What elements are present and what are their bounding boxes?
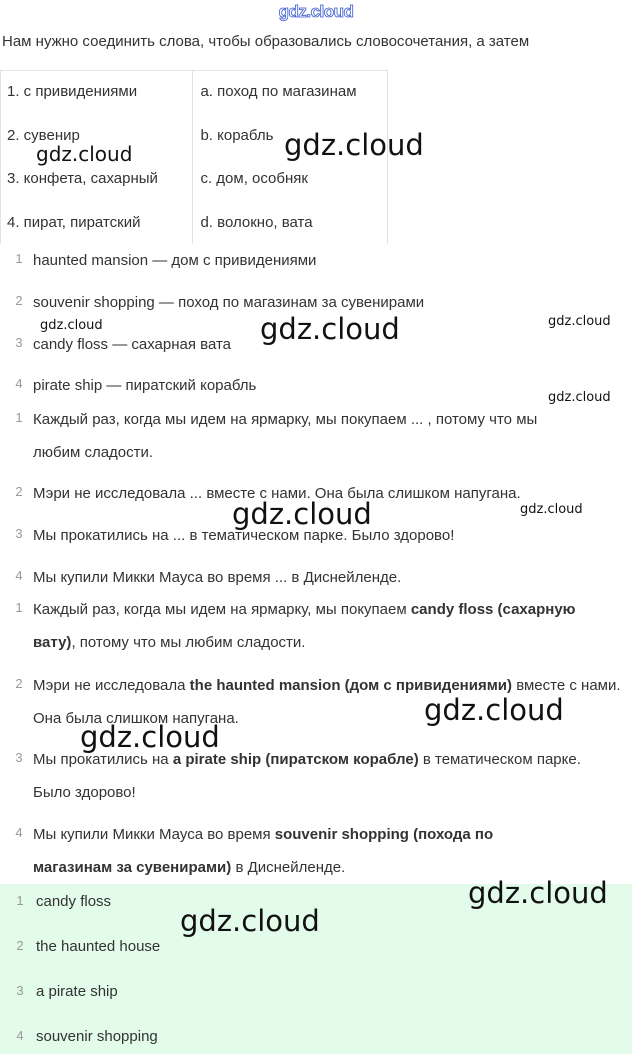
item-text: Мы купили Микки Мауса во время ... в Диснейленде. <box>33 569 402 586</box>
item-number: 1 <box>15 600 23 615</box>
item-text: любим сладости. <box>33 444 154 461</box>
intro-text: Нам нужно соединить слова, чтобы образовались словосочетания, а затем <box>2 33 530 50</box>
item-number: 3 <box>16 983 24 998</box>
item-text: the haunted house <box>36 938 161 955</box>
item-number: 1 <box>16 893 24 908</box>
watermark: gdz.cloud <box>548 390 611 405</box>
answer-text: Мы прокатились на a pirate ship (пиратском корабле) в тематическом парке. Было здорово! <box>33 751 581 801</box>
table-cell: d. волокно, вата <box>200 213 313 231</box>
item-text: pirate ship — пиратский корабль <box>33 377 257 394</box>
item-text: Каждый раз, когда мы идем на ярмарку, мы покупаем ... , потому что мы <box>33 411 538 428</box>
item-text: a pirate ship <box>36 983 118 1000</box>
table-cell: 3. конфета, сахарный <box>0 157 193 201</box>
watermark: gdz.cloud <box>36 142 133 166</box>
item-number: 4 <box>15 568 23 583</box>
item-text: souvenir shopping — поход по магазинам за сувенирами <box>33 294 425 311</box>
item-text: candy floss — сахарная вата <box>33 336 232 353</box>
table-row <box>0 70 388 114</box>
item-text: Мэри не исследовала ... вместе с нами. Она была слишком напугана. <box>33 485 521 502</box>
table-cell: a. поход по магазинам <box>200 83 357 101</box>
item-number: 2 <box>15 676 23 691</box>
answer-text: Мы купили Микки Мауса во время souvenir shopping (похода по магазинам за сувенирами) в Диснейленде. <box>33 826 494 876</box>
item-text: haunted mansion — дом с привидениями <box>33 252 317 269</box>
watermark: gdz.cloud <box>520 502 583 517</box>
table-cell: 4. пират, пиратский <box>0 201 193 245</box>
item-number: 3 <box>15 750 23 765</box>
table-cell: 2. сувенир <box>0 114 193 158</box>
watermark: gdz.cloud <box>180 904 320 938</box>
table-cell: b. корабль <box>200 126 274 144</box>
item-number: 3 <box>15 335 23 350</box>
item-number: 2 <box>15 484 23 499</box>
watermark: gdz.cloud <box>424 693 564 727</box>
item-number: 2 <box>15 293 23 308</box>
item-number: 2 <box>16 938 24 953</box>
table-cell: c. дом, особняк <box>200 170 308 188</box>
item-number: 3 <box>15 526 23 541</box>
answer-text: Мэри не исследовала the haunted mansion (дом с привидениями) вместе с нами. Она была слишком напугана. <box>33 677 621 727</box>
item-number: 1 <box>15 410 23 425</box>
watermark: gdz.cloud <box>468 876 608 910</box>
watermark: gdz.cloud <box>80 720 220 754</box>
item-text: Мы прокатились на ... в тематическом парке. Было здорово! <box>33 527 455 544</box>
watermark: gdz.cloud <box>284 128 424 162</box>
watermark: gdz.cloud <box>232 497 372 531</box>
item-text: candy floss <box>36 893 112 910</box>
answer-text: Каждый раз, когда мы идем на ярмарку, мы покупаем candy floss (сахарную вату), потому что мы любим сладости. <box>33 601 576 651</box>
item-number: 4 <box>15 825 23 840</box>
site-logo: gdz.cloud <box>278 2 354 21</box>
watermark: gdz.cloud <box>548 314 611 329</box>
watermark: gdz.cloud <box>260 312 400 346</box>
item-text: souvenir shopping <box>36 1028 158 1045</box>
item-number: 1 <box>15 251 23 266</box>
table-row <box>0 201 388 245</box>
item-number: 4 <box>16 1028 24 1043</box>
watermark: gdz.cloud <box>40 318 103 333</box>
table-cell: 1. с привидениями <box>0 70 193 114</box>
item-number: 4 <box>15 376 23 391</box>
